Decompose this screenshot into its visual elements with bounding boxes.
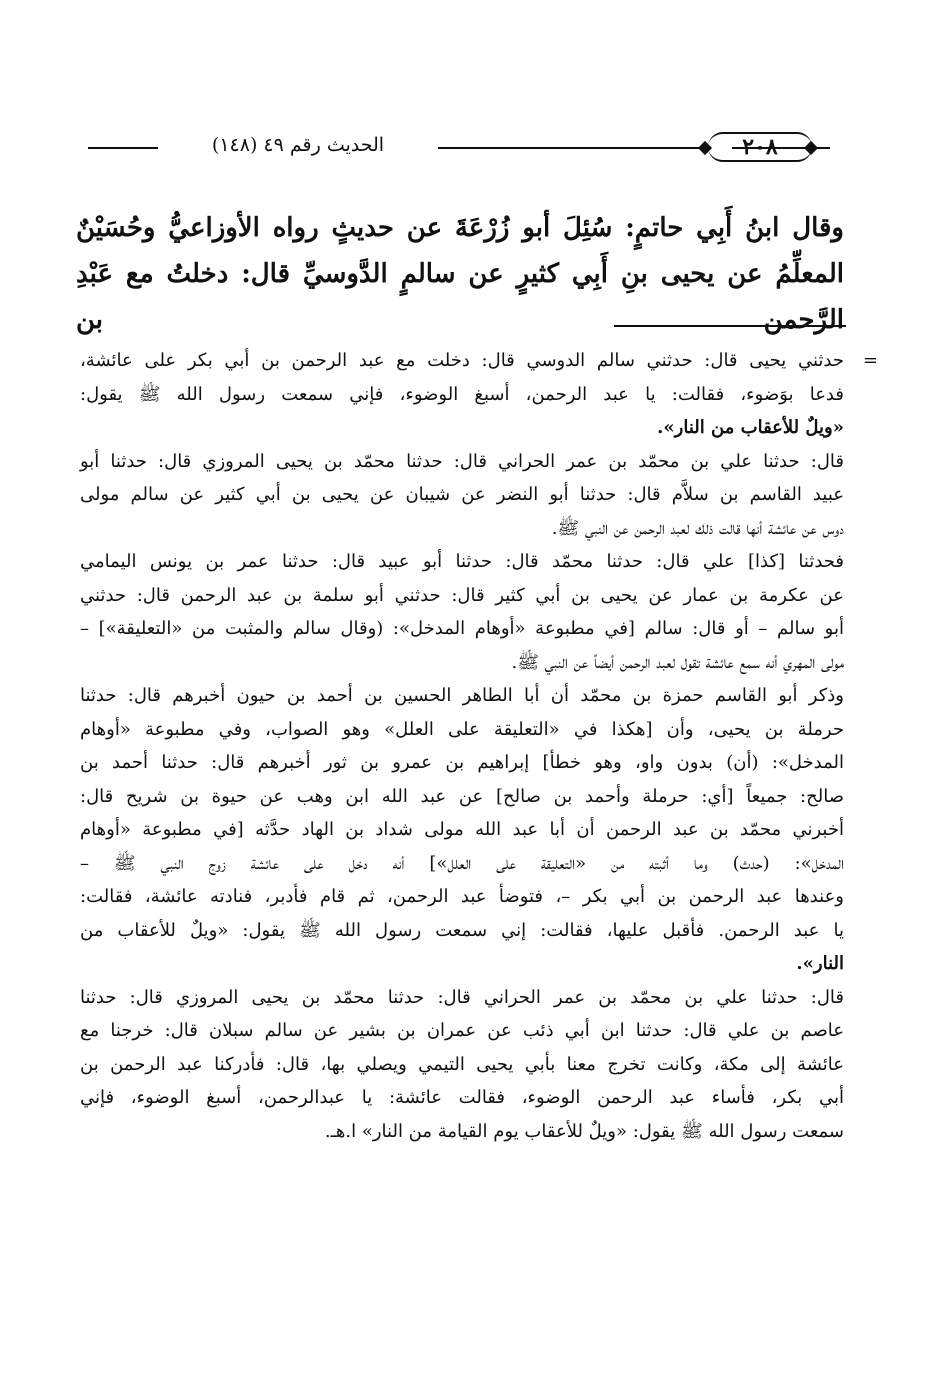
footnote-line: عبيد القاسم بن سلاَّم قال: حدثنا أبو النضر عن شيبان عن يحيى بن أبي كثير عن سالم مولى <box>80 484 844 505</box>
footnote-line: مولى المهري أنه سمع عائشة تقول لعبد الرحمن أيضاً عن النبي ﷺ. <box>511 651 844 673</box>
footnote-line: المدخل»: (أن) بدون واو، وهو خطأ] إبراهيم بن عمرو بن ثور أخبرهم قال: حدثنا أحمد بن <box>80 752 844 773</box>
footnote-line: فدعا بوَضوء، فقالت: يا عبد الرحمن، أسبغ الوضوء، فإني سمعت رسول الله ﷺ يقول: <box>80 383 844 405</box>
footnote-line: صالح: جميعاً [أي: حرملة وأحمد بن صالح] عن عبد الله ابن وهب عن حيوة بن شريح قال: <box>80 785 844 807</box>
page-number: ٢٠٨ <box>742 134 778 160</box>
footnote-line: وعندها عبد الرحمن بن أبي بكر –، فتوضأ عبد الرحمن، ثم قام فأدبر، فنادته عائشة، فقالت: <box>80 886 844 907</box>
footnote-line: «ويلٌ للأعقاب من النار». <box>657 417 844 438</box>
footnote-line: أخبرني محمّد بن عبد الرحمن أن أبا عبد الله مولى شداد بن الهاد حدَّثه [في مطبوعة «أوهام <box>80 819 844 840</box>
footnote-block <box>80 344 878 1148</box>
footnote-line: عن عكرمة بن عمار عن يحيى بن أبي كثير قال: حدثني أبو سلمة بن عبد الرحمن قال: حدثني <box>80 584 844 606</box>
footnote-line: المدخل»: (حدث) وما أثبته من «التعليقة على العلل»] أنه دخل على عائشة زوج النبي ﷺ – <box>80 852 844 874</box>
running-title: الحديث رقم ٤٩ (١٤٨) <box>211 134 385 156</box>
footnote-paragraph <box>80 445 844 546</box>
footnote-line: أبو سالم – أو قال: سالم [في مطبوعة «أوهام المدخل»: (وقال سالم والمثبت من «التعليقة»] – <box>80 618 844 639</box>
main-text-line: المعلِّمُ عن يحيى بنِ أَبِي كثيرٍ عن سالمٍ الدَّوسيِّ قال: دخلتُ مع عَبْدِ الرَّحمن بن <box>76 259 844 335</box>
footnote-line: أبي بكر، فأساء عبد الرحمن الوضوء، فقالت عائشة: يا عبدالرحمن، أسبغ الوضوء، فإني <box>80 1087 844 1108</box>
header-rule-middle <box>438 147 700 149</box>
footnote-line: النار». <box>796 953 844 974</box>
footnote-line: عائشة إلى مكة، وكانت تخرج معنا بأبي يحيى التيمي ويصلي بها، قال: فأدركنا عبد الرحمن بن <box>80 1053 844 1075</box>
page-header <box>88 128 830 168</box>
footnote-paragraph <box>80 679 844 981</box>
footnote-line: عاصم بن علي قال: حدثنا ابن أبي ذئب عن عمران بن بشير عن سالم سبلان قال: خرجنا مع <box>80 1020 844 1041</box>
footnote-paragraph <box>80 981 844 1149</box>
footnote-line: قال: حدثنا علي بن محمّد بن عمر الحراني قال: حدثنا محمّد بن يحيى المروزي قال: حدثنا <box>80 986 844 1008</box>
continuation-mark: = <box>862 350 878 371</box>
footnote-line: وذكر أبو القاسم حمزة بن محمّد أن أبا الطاهر الحسين بن أحمد بن حيون أخبرهم قال: حدثنا <box>80 685 844 706</box>
footnote-separator <box>614 325 846 327</box>
footnote-line: سمعت رسول الله ﷺ يقول: «ويلٌ للأعقاب يوم القيامة من النار» ا.هـ. <box>324 1120 844 1142</box>
header-rule-left <box>88 147 158 149</box>
footnote-paragraph <box>80 344 844 445</box>
footnote-line: حدثني يحيى قال: حدثني سالم الدوسي قال: دخلت مع عبد الرحمن بن أبي بكر على عائشة، <box>80 350 844 371</box>
footnote-paragraph <box>80 545 844 679</box>
footnote-line: يا عبد الرحمن. فأقبل عليها، فقالت: إني سمعت رسول الله ﷺ يقول: «ويلٌ للأعقاب من <box>80 919 844 941</box>
footnote-line: دوس عن عائشة أنها قالت ذلك لعبد الرحمن عن النبي ﷺ. <box>551 517 844 539</box>
footnote-line: قال: حدثنا علي بن محمّد بن عمر الحراني قال: حدثنا محمّد بن يحيى المروزي قال: حدثنا أبو <box>80 450 844 472</box>
main-text-line: وقال ابنُ أَبِي حاتمٍ: سُئِلَ أبو زُرْعَةَ عن حديثٍ رواه الأوزاعيُّ وحُسَيْنٌ <box>76 213 844 243</box>
footnote-line: فحدثنا [كذا] علي قال: حدثنا محمّد قال: حدثنا أبو عبيد قال: حدثنا عمر بن يونس اليمامي <box>80 551 844 572</box>
footnote-line: حرملة بن يحيى، وأن [هكذا في «التعليقة على العلل» وهو الصواب، وفي مطبوعة «أوهام <box>80 718 844 740</box>
main-text <box>76 205 844 335</box>
